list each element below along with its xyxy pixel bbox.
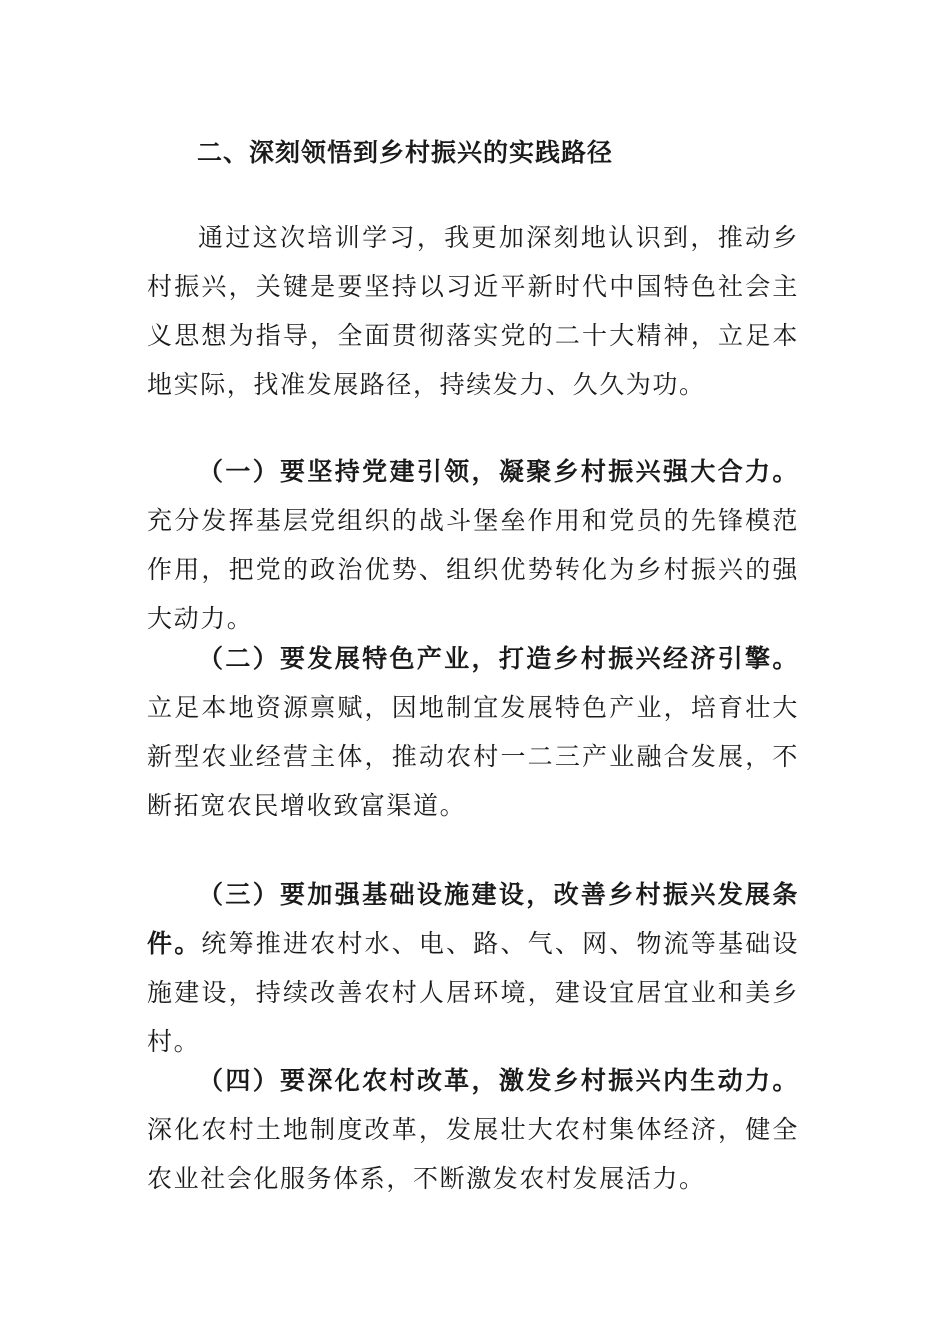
intro-paragraph: 通过这次培训学习，我更加深刻地认识到，推动乡村振兴，关键是要坚持以习近平新时代中国特色社会主义思想为指导，全面贯彻落实党的二十大精神，立足本地实际，找准发展路径，持续发力、久久为功。: [147, 223, 799, 399]
point-paragraph-1: [147, 447, 799, 643]
point-paragraph-4: [147, 1056, 799, 1203]
point-body-3: 统筹推进农村水、电、路、气、网、物流等基础设施建设，持续改善农村人居环境，建设宜居宜业和美乡村。: [147, 929, 800, 1056]
point-body-1: 充分发挥基层党组织的战斗堡垒作用和党员的先锋模范作用，把党的政治优势、组织优势转化为乡村振兴的强大动力。: [147, 506, 799, 633]
point-lead-2: （二）要发展特色产业，打造乡村振兴经济引擎。: [198, 644, 799, 673]
point-lead-3: （三）要加强基础设施建设，改善乡村振兴发展条件。: [147, 880, 799, 958]
point-body-4: 深化农村土地制度改革，发展壮大农村集体经济，健全农业社会化服务体系，不断激发农村发展活力。: [147, 1115, 799, 1193]
section-heading: 二、深刻领悟到乡村振兴的实践路径: [197, 138, 614, 167]
point-lead-1: （一）要坚持党建引领，凝聚乡村振兴强大合力。: [198, 457, 799, 486]
point-paragraph-3: [147, 870, 799, 1066]
point-lead-4: （四）要深化农村改革，激发乡村振兴内生动力。: [198, 1066, 799, 1095]
point-paragraph-2: [147, 634, 799, 830]
point-body-2: 立足本地资源禀赋，因地制宜发展特色产业，培育壮大新型农业经营主体，推动农村一二三产业融合发展，不断拓宽农民增收致富渠道。: [147, 693, 799, 820]
